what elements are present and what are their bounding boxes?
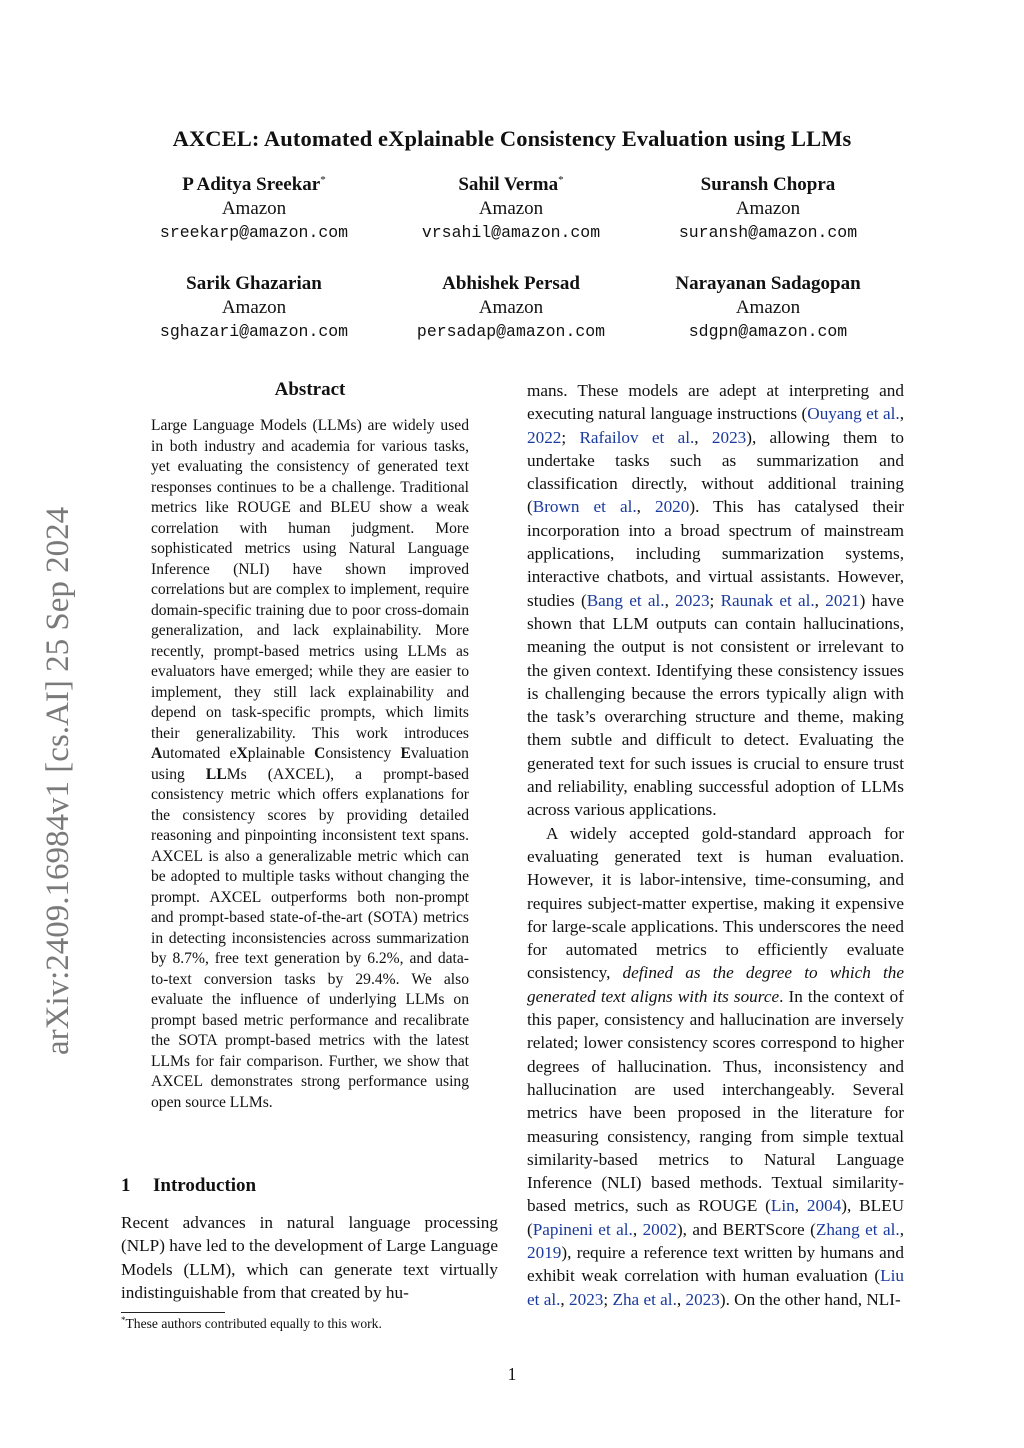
author-name: Narayanan Sadagopan (675, 273, 861, 294)
acronym-letter: E (400, 745, 411, 762)
author-3 (618, 173, 918, 245)
citation-link[interactable]: Ouyang et al. (807, 404, 900, 424)
section-number: 1 (121, 1175, 131, 1196)
citation-link[interactable]: Zhang et al. (815, 1219, 900, 1239)
body-text: , (794, 1196, 807, 1216)
footnote (121, 1316, 382, 1332)
citation-link[interactable]: Brown et al. (532, 497, 637, 517)
right-column (527, 379, 904, 1311)
author-5 (361, 272, 661, 344)
paper-title: AXCEL: Automated eXplainable Consistency Evaluation using LLMs (172, 126, 852, 151)
body-text: ; (561, 427, 580, 447)
author-4 (104, 272, 404, 344)
author-email[interactable]: vrsahil@amazon.com (421, 223, 601, 242)
citation-year-link[interactable]: 2023 (675, 590, 710, 610)
body-text: ), allowing them to undertake tasks such as summarization and classification directly, without additional training ( (527, 427, 904, 517)
citation-link[interactable]: Raunak et al. (720, 590, 815, 610)
abstract-text: plainable (247, 745, 315, 762)
arxiv-identifier-stamp[interactable]: arXiv:2409.16984v1 [cs.AI] 25 Sep 2024 (40, 506, 76, 1055)
acronym-letter: LL (205, 765, 227, 783)
citation-year-link[interactable]: 2002 (642, 1219, 677, 1239)
body-text: ). This has catalysed their incorporation into a broad spectrum of mainstream applications, including summarization systems, interactive chatbots, and virtual assistants. However, studies ( (527, 497, 904, 610)
abstract-text: onsistency (325, 745, 401, 762)
author-affiliation: Amazon (221, 198, 287, 219)
citation-link[interactable]: Papineni et al. (532, 1219, 633, 1239)
author-2 (361, 173, 661, 245)
abstract-heading: Abstract (274, 379, 346, 400)
body-text: ; (709, 590, 721, 610)
author-6 (618, 272, 918, 344)
author-name: P Aditya Sreekar (182, 174, 321, 195)
body-text: mans. These models are adept at interpreting and executing natural language instructions ( (527, 381, 904, 424)
acronym-letter: A (151, 745, 163, 762)
author-email[interactable]: suransh@amazon.com (678, 223, 858, 242)
abstract-text: valuation using (151, 745, 469, 783)
footnote-mark: * (121, 1315, 126, 1325)
body-text: , (694, 427, 712, 447)
paragraph (527, 379, 904, 822)
citation-link[interactable]: Lin (770, 1196, 795, 1216)
author-affiliation: Amazon (735, 297, 801, 318)
citation-year-link[interactable]: 2023 (685, 1289, 720, 1309)
citation-year-link[interactable]: 2022 (527, 427, 562, 447)
citation-year-link[interactable]: 2023 (711, 427, 747, 447)
body-text: A widely accepted gold-standard approach for evaluating generated text is human evaluation. However, it is labor-intensive, time-consuming, and requires subject-matter expertise, making it expensive for large-scale applications. This underscores the need for automated metrics to efficiently evaluate consistency, (527, 823, 904, 983)
equal-contribution-mark: * (558, 174, 564, 186)
body-text: ). On the other hand, NLI- (719, 1289, 901, 1309)
citation-link[interactable]: Bang et al. (586, 590, 665, 610)
footnote-rule (121, 1312, 225, 1313)
body-text: , (814, 590, 826, 610)
abstract-text: Large Language Models (LLMs) are widely used in both industry and academia for various tasks, yet evaluating the consistency of generated text responses continues to be a challenge. Traditional metrics like ROUGE and BLEU show a weak correlation with human judgment. More sophisticated metrics using Natural Language Inference (NLI) have shown improved correlations but are complex to implement, require domain-specific training due to poor cross-domain generalization, and lack explainability. More recently, prompt-based metrics using LLMs as evaluators have emerged; while they are easier to implement, they still lack explainability and depend on task-specific prompts, which limits their generalizability. This work introduces (151, 417, 469, 742)
author-affiliation: Amazon (478, 198, 544, 219)
citation-link[interactable]: Rafailov et al. (579, 427, 695, 447)
page-number: 1 (507, 1364, 517, 1384)
body-text: , (899, 1219, 904, 1239)
body-text: , (560, 1289, 569, 1309)
citation-year-link[interactable]: 2023 (569, 1289, 604, 1309)
equal-contribution-mark: * (320, 174, 326, 186)
author-1 (104, 173, 404, 245)
body-text: ; (603, 1289, 613, 1309)
body-text: , (664, 590, 676, 610)
citation-year-link[interactable]: 2019 (527, 1242, 562, 1262)
body-text: ) have shown that LLM outputs can contain hallucinations, meaning the output is not consistent or irrelevant to the given context. Identifying these consistency issues is challenging because the errors typically align with the task’s overarching structure and theme, making them subtle and difficult to detect. Evaluating the generated text for such issues is crucial to ensure trust and reliability, enabling successful adoption of LLMs across various applications. (527, 590, 905, 820)
body-text: , (899, 404, 904, 424)
citation-year-link[interactable]: 2004 (806, 1196, 842, 1216)
paragraph (527, 822, 904, 1311)
author-name: Abhishek Persad (442, 273, 580, 294)
footnote-text: These authors contributed equally to this work. (125, 1316, 382, 1331)
citation-link[interactable]: Liu et al. (527, 1266, 904, 1309)
body-text: , (632, 1219, 643, 1239)
citation-link[interactable]: Zha et al. (612, 1289, 677, 1309)
body-text: , (676, 1289, 686, 1309)
author-email[interactable]: persadap@amazon.com (416, 322, 606, 341)
author-affiliation: Amazon (735, 198, 801, 219)
section-title: Introduction (153, 1175, 257, 1196)
body-text: . In the context of this paper, consistency and hallucination are inversely related; lower consistency scores correspond to higher degrees of hallucination. Thus, inconsistency and hallucination are used interchangeably. Several metrics have been proposed in the literature for measuring consistency, ranging from simple textual similarity-based metrics to Natural Language Inference (NLI) based methods. Textual similarity-based metrics, such as ROUGE ( (527, 986, 904, 1216)
introduction-paragraph: Recent advances in natural language processing (NLP) have led to the development of Large Language Models (LLM), which can generate text virtually indistinguishable from that created by hu- (121, 1213, 498, 1302)
body-text: ), BLEU ( (527, 1196, 905, 1239)
abstract-text: utomated e (162, 745, 237, 762)
citation-year-link[interactable]: 2020 (654, 497, 690, 517)
author-email[interactable]: sreekarp@amazon.com (159, 223, 349, 242)
abstract-text: Ms (AXCEL), a prompt-based consistency metric which offers explanations for the consistency scores by providing detailed reasoning and pinpointing inconsistent text spans. AXCEL is also a generalizable metric which can be adopted to multiple tasks without changing the prompt. AXCEL outperforms both non-prompt and prompt-based state-of-the-art (SOTA) metrics in detecting inconsistencies across summarization by 8.7%, free text generation by 6.2%, and data-to-text conversion tasks by 29.4%. We also evaluate the influence of underlying LLMs on prompt based metric performance and recalibrate the SOTA prompt-based metrics with the latest LLMs for fair comparison. Further, we show that AXCEL demonstrates strong performance using open source LLMs. (151, 765, 469, 1111)
author-email[interactable]: sghazari@amazon.com (159, 322, 349, 341)
section-heading (121, 1175, 256, 1197)
body-text: ), require a reference text written by humans and exhibit weak correlation with human evaluation ( (527, 1242, 904, 1286)
acronym-letter: X (236, 745, 248, 762)
author-name: Sahil Verma (458, 174, 559, 195)
author-name: Suransh Chopra (700, 174, 836, 195)
author-name: Sarik Ghazarian (186, 273, 322, 294)
acronym-letter: C (314, 745, 326, 762)
author-email[interactable]: sdgpn@amazon.com (688, 322, 848, 341)
abstract-body (151, 416, 469, 1113)
body-text: , (636, 497, 655, 517)
author-affiliation: Amazon (221, 297, 287, 318)
author-affiliation: Amazon (478, 297, 544, 318)
citation-year-link[interactable]: 2021 (825, 590, 860, 610)
body-text: ), and BERTScore ( (676, 1219, 816, 1239)
definition-text: defined as the degree to which the generated text aligns with its source (527, 963, 904, 1006)
